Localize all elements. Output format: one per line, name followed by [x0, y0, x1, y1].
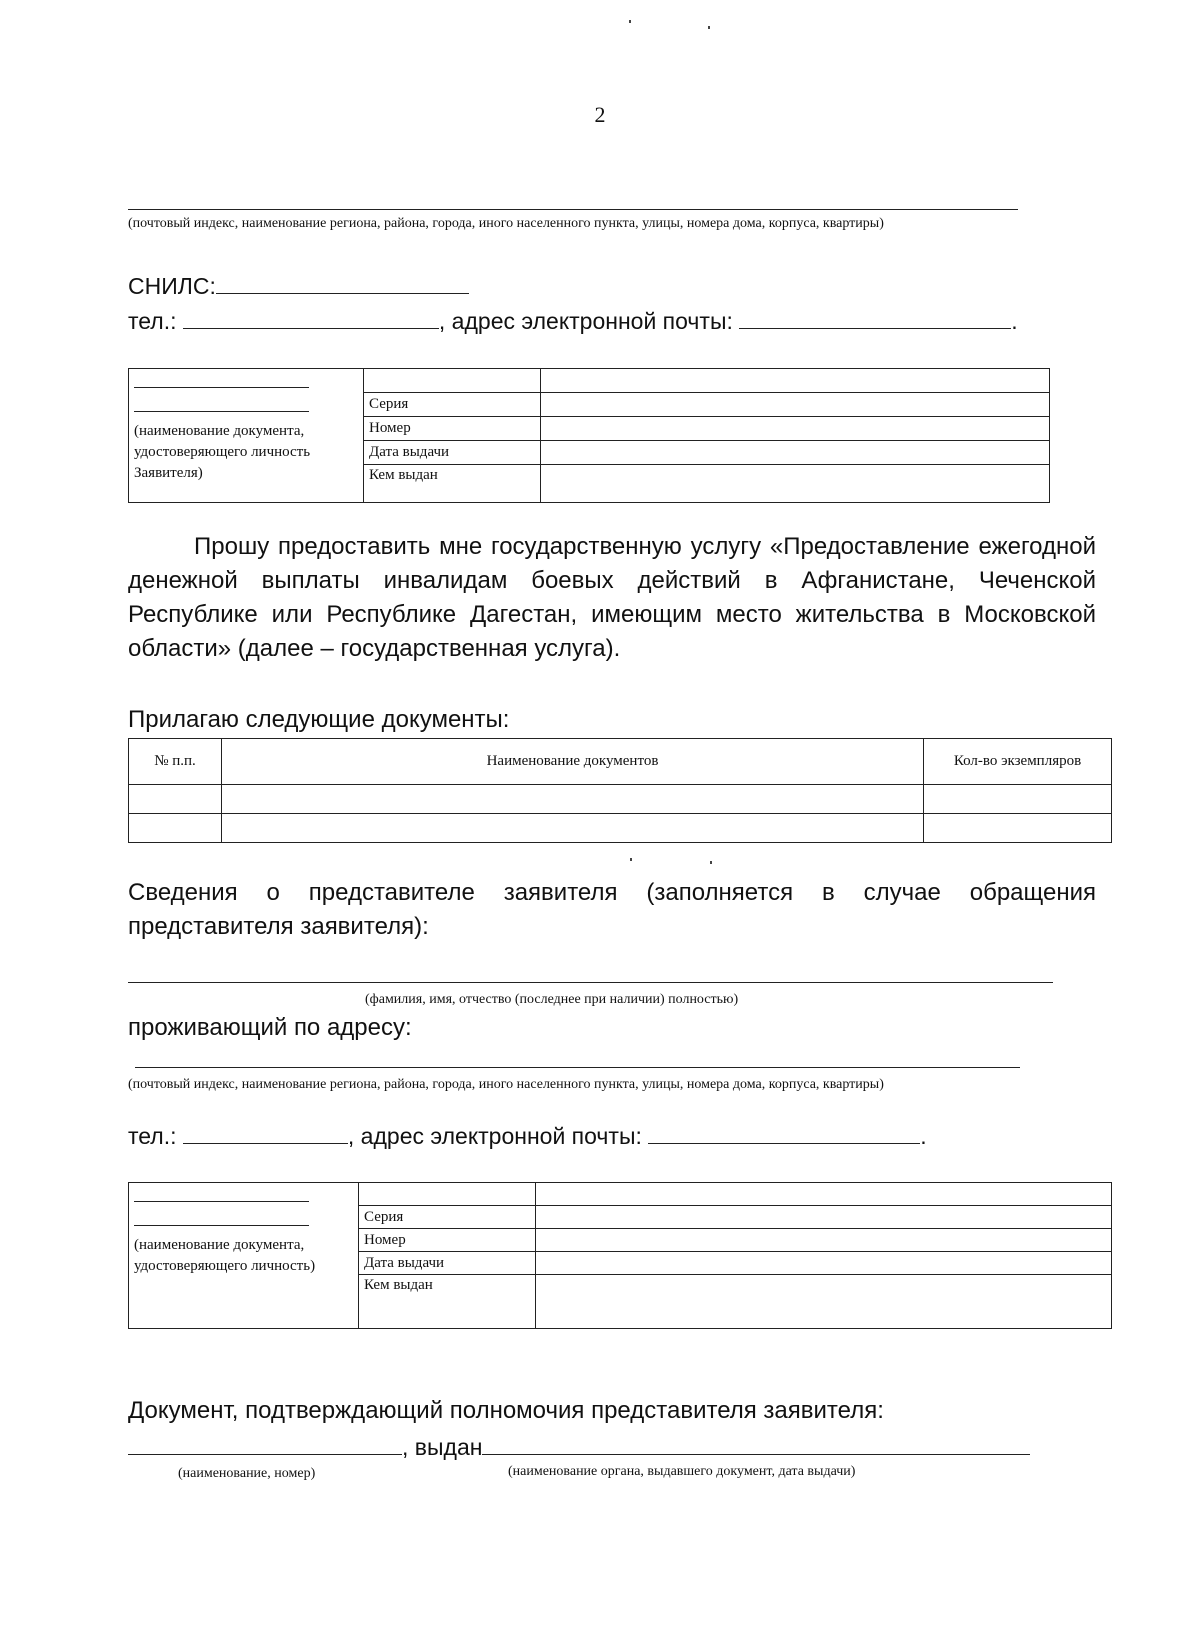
name-cell[interactable]	[222, 785, 924, 814]
scan-speck	[708, 26, 710, 29]
id-doc-name-line[interactable]	[134, 397, 309, 412]
representative-contacts-row	[128, 1123, 927, 1150]
series-field[interactable]	[541, 393, 1050, 417]
applicant-address-line[interactable]	[128, 209, 1018, 210]
rep-issue-date-field[interactable]	[536, 1252, 1112, 1275]
id-blank-label	[364, 369, 541, 393]
rep-id-doc-name-cell[interactable]	[129, 1183, 359, 1329]
snils-field[interactable]	[216, 275, 469, 294]
rep-phone-field[interactable]	[183, 1125, 348, 1144]
snils-label: СНИЛС:	[128, 273, 216, 299]
id-doc-caption: (наименование документа, удостоверяющего личность Заявителя)	[134, 423, 311, 481]
rep-email-end: .	[920, 1123, 927, 1149]
representative-name-line[interactable]	[128, 982, 1053, 983]
rep-email-field[interactable]	[648, 1125, 920, 1144]
issued-label: , выдан	[402, 1434, 483, 1460]
num-cell[interactable]	[129, 785, 222, 814]
rep-email-label: , адрес электронной почты:	[347, 1123, 642, 1149]
page-number: 2	[594, 102, 606, 127]
issued-by-label: Кем выдан	[364, 465, 541, 503]
id-blank-value[interactable]	[541, 369, 1050, 393]
applicant-address-caption: (почтовый индекс, наименование региона, района, города, иного населенного пункта, улицы, номера дома, корпуса, квартиры)	[128, 216, 884, 231]
id-doc-name-cell[interactable]	[129, 369, 364, 503]
id-doc-name-line[interactable]	[134, 373, 309, 388]
applicant-id-table	[128, 368, 1050, 503]
rep-series-field[interactable]	[536, 1206, 1112, 1229]
email-field[interactable]	[739, 310, 1011, 329]
col-num-header: № п.п.	[129, 739, 222, 785]
count-cell[interactable]	[924, 785, 1112, 814]
representative-id-table	[128, 1182, 1112, 1329]
authority-row	[128, 1434, 1030, 1461]
authority-doc-field[interactable]	[128, 1436, 402, 1455]
rep-series-label: Серия	[359, 1206, 536, 1229]
email-label: , адрес электронной почты:	[438, 308, 733, 334]
request-paragraph: Прошу предоставить мне государственную услугу «Предоставление ежегодной денежной выплаты инвалидам боевых действий в Афганистане, Чеченской Республике или Республике Дагестан, имеющим место жительства в Московской области» (далее – государственная услуга).	[128, 533, 1096, 662]
rep-number-label: Номер	[359, 1229, 536, 1252]
issue-date-field[interactable]	[541, 441, 1050, 465]
rep-number-field[interactable]	[536, 1229, 1112, 1252]
scan-speck	[630, 858, 632, 861]
issued-by-field[interactable]	[541, 465, 1050, 503]
rep-id-blank-label	[359, 1183, 536, 1206]
count-cell[interactable]	[924, 814, 1112, 843]
rep-phone-label: тел.:	[128, 1123, 177, 1149]
residing-label: проживающий по адресу:	[128, 1014, 412, 1041]
name-cell[interactable]	[222, 814, 924, 843]
rep-issue-date-label: Дата выдачи	[359, 1252, 536, 1275]
authority-caption-right: (наименование органа, выдавшего документ, дата выдачи)	[508, 1464, 856, 1479]
scan-speck	[629, 20, 631, 23]
rep-id-doc-name-line[interactable]	[134, 1211, 309, 1226]
rep-issued-by-field[interactable]	[536, 1275, 1112, 1329]
phone-field[interactable]	[183, 310, 439, 329]
representative-heading: Сведения о представителе заявителя (заполняется в случае обращения представителя заявителя):	[128, 879, 1096, 940]
attachments-table	[128, 738, 1112, 843]
issue-date-label: Дата выдачи	[364, 441, 541, 465]
representative-address-line[interactable]	[135, 1067, 1020, 1068]
rep-id-doc-caption: (наименование документа, удостоверяющего личность)	[134, 1237, 316, 1274]
number-label: Номер	[364, 417, 541, 441]
phone-label: тел.:	[128, 308, 177, 334]
table-row	[129, 814, 1112, 843]
rep-id-doc-name-line[interactable]	[134, 1187, 309, 1202]
email-end: .	[1011, 308, 1018, 334]
authority-issuer-field[interactable]	[482, 1436, 1030, 1455]
number-field[interactable]	[541, 417, 1050, 441]
rep-issued-by-label: Кем выдан	[359, 1275, 536, 1329]
representative-name-caption: (фамилия, имя, отчество (последнее при наличии) полностью)	[365, 992, 739, 1007]
col-name-header: Наименование документов	[222, 739, 924, 785]
table-row	[129, 785, 1112, 814]
series-label: Серия	[364, 393, 541, 417]
authority-caption-left: (наименование, номер)	[178, 1466, 316, 1481]
representative-address-caption: (почтовый индекс, наименование региона, района, города, иного населенного пункта, улицы, номера дома, корпуса, квартиры)	[128, 1077, 884, 1092]
col-count-header: Кол-во экземпляров	[924, 739, 1112, 785]
attachments-heading: Прилагаю следующие документы:	[128, 706, 510, 733]
authority-heading: Документ, подтверждающий полномочия представителя заявителя:	[128, 1397, 884, 1424]
rep-id-blank-value[interactable]	[536, 1183, 1112, 1206]
snils-row	[128, 273, 469, 300]
applicant-contacts-row	[128, 308, 1018, 335]
num-cell[interactable]	[129, 814, 222, 843]
scan-speck	[710, 861, 712, 864]
